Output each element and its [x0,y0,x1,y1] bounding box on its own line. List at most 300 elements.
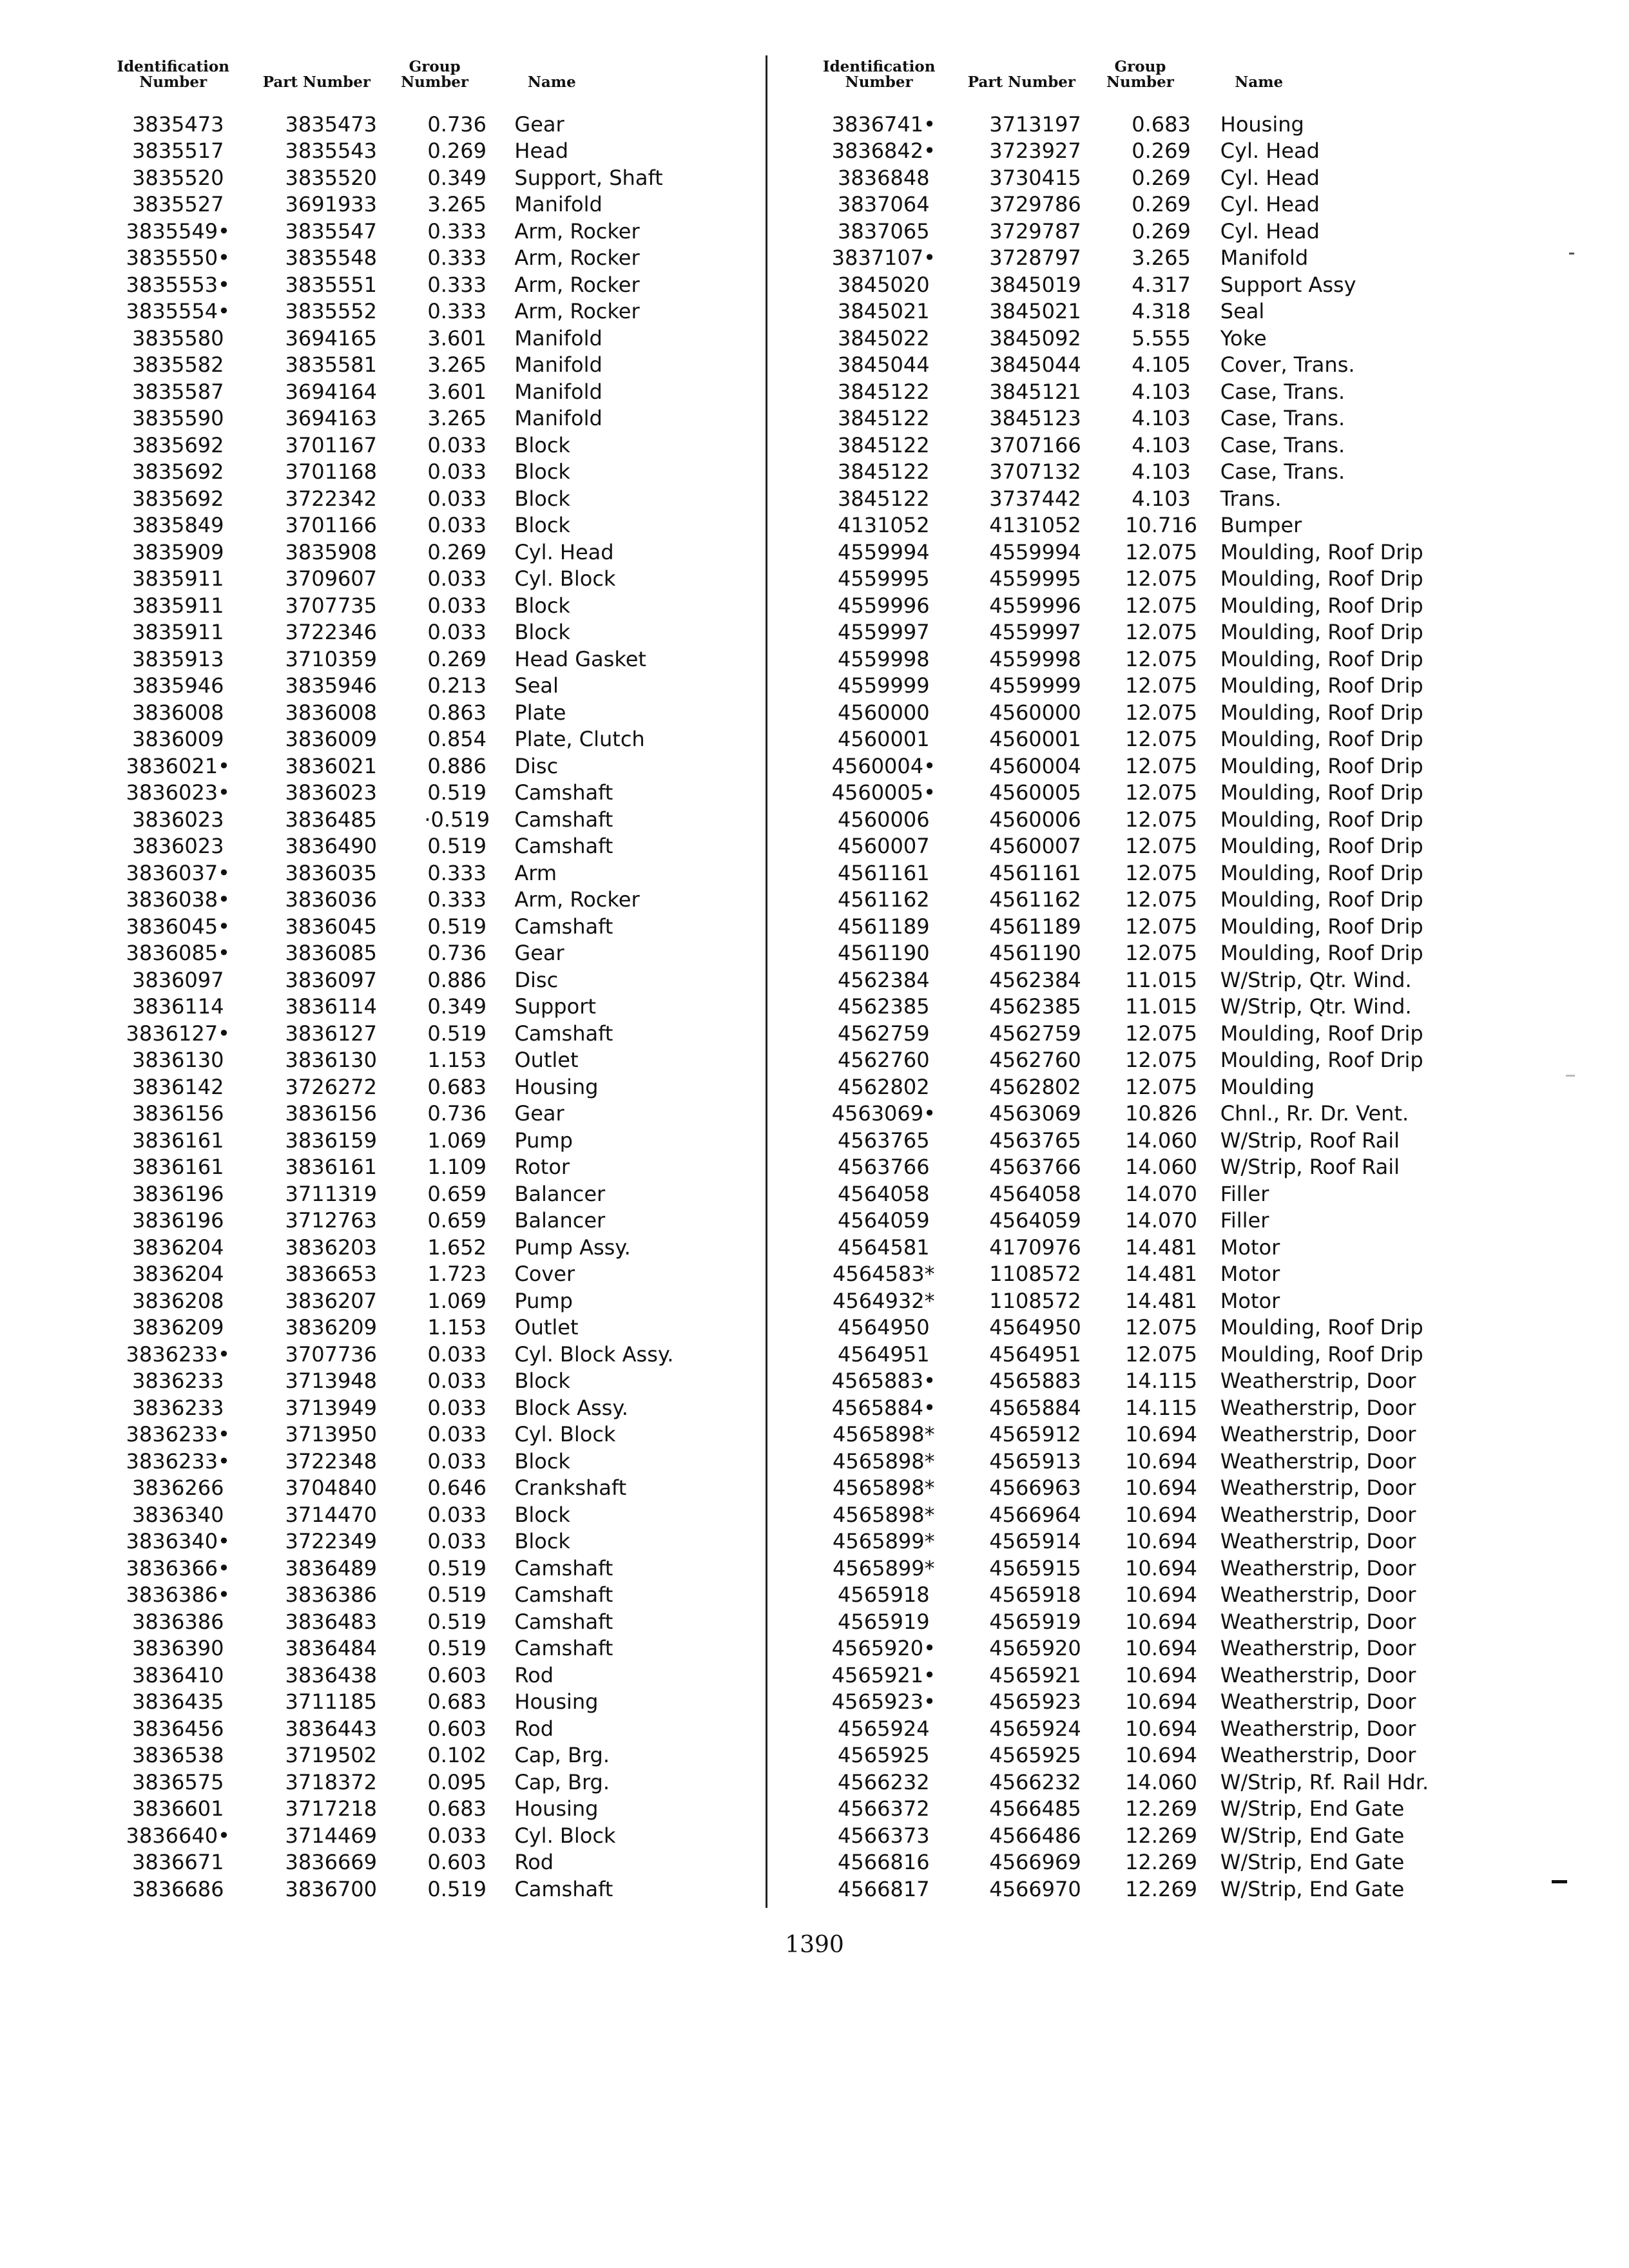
table-row [805,1796,1466,1823]
part-name: Camshaft [514,914,613,939]
right-column [805,46,1466,1903]
part-number: 4565918 [989,1582,1081,1608]
part-number: 4565919 [989,1609,1081,1634]
identification-number: 4562760 [838,1048,930,1073]
table-row [100,1796,725,1823]
group-number: 0.213 [427,673,487,698]
part-number: 3845092 [989,325,1081,351]
identification-number: 4559999 [838,673,930,698]
group-number: 14.115 [1125,1369,1198,1394]
part-name: Moulding, Roof Drip [1220,834,1423,859]
group-number: 4.103 [1132,486,1191,511]
table-row [100,1475,725,1502]
table-row [805,352,1466,379]
part-number: 4564058 [989,1181,1081,1206]
part-name: Manifold [514,352,602,378]
part-name: Camshaft [514,1582,613,1608]
part-name: Moulding, Roof Drip [1220,860,1423,885]
group-number: 1.153 [427,1315,487,1340]
group-number: 12.075 [1125,780,1198,805]
group-number: 14.060 [1125,1155,1198,1180]
table-row [805,111,1466,138]
table-row [100,1635,725,1662]
identification-number: 4565898* [833,1475,935,1501]
part-number: 3717218 [285,1796,378,1821]
part-name: Block [514,459,570,485]
part-name: Weatherstrip, Door [1220,1662,1416,1687]
part-name: Weatherstrip, Door [1220,1448,1416,1474]
part-name: Filler [1220,1208,1269,1233]
identification-number: 4561161 [838,860,930,885]
identification-number: 3836435 [131,1689,224,1715]
group-number: 0.603 [427,1850,487,1875]
left-parts-list [100,111,725,1903]
table-row [805,1742,1466,1769]
group-number: 14.060 [1125,1769,1198,1794]
part-number: 3836207 [285,1288,378,1313]
table-row [805,485,1466,512]
group-number: 0.095 [427,1769,487,1794]
group-number: 10.694 [1125,1609,1198,1634]
identification-number: 3836538 [131,1743,224,1768]
part-name: Cover, Trans. [1220,352,1355,378]
table-row [100,699,725,726]
part-number: 3723927 [989,139,1081,164]
table-row [805,405,1466,432]
right-column-header [805,46,1466,90]
table-row [100,1073,725,1100]
group-number: 0.269 [1132,218,1191,244]
group-number: 0.519 [427,1555,487,1581]
identification-number: 3836390 [131,1636,224,1661]
identification-number: 3836208 [131,1288,224,1313]
table-row [100,1769,725,1796]
table-row [100,352,725,379]
part-name: Cyl. Head [1220,192,1320,217]
group-number: 12.075 [1125,566,1198,591]
group-number: 12.075 [1125,860,1198,885]
part-number: 3718372 [285,1769,378,1794]
part-number: 3836485 [285,807,378,832]
table-row [100,218,725,245]
part-number: 4565924 [989,1716,1081,1741]
identification-number-header: Identification Number [117,58,229,91]
identification-number: 3835692 [131,459,224,485]
group-number: 12.075 [1125,1341,1198,1367]
part-name: Outlet [514,1048,579,1073]
group-number: 4.103 [1132,432,1191,457]
identification-number: 4564058 [838,1181,930,1206]
identification-number: 4565924 [838,1716,930,1741]
part-number: 3835551 [285,272,378,297]
group-number: 0.646 [427,1475,487,1501]
part-number: 4565925 [989,1743,1081,1768]
table-row [805,780,1466,807]
part-number: 3845021 [989,299,1081,324]
right-parts-list [805,111,1466,1903]
part-name: Arm, Rocker [514,218,640,244]
group-number: 12.269 [1125,1823,1198,1848]
group-number: 3.265 [427,192,487,217]
identification-number: 3845021 [838,299,930,324]
part-name: Moulding, Roof Drip [1220,1341,1423,1367]
identification-number: 3836008 [131,700,224,725]
part-number: 4562759 [989,1021,1081,1046]
group-number: 0.333 [427,299,487,324]
part-name: Case, Trans. [1220,459,1345,485]
part-name: Housing [514,1796,599,1821]
table-row [805,1689,1466,1716]
group-number: 12.269 [1125,1850,1198,1875]
group-number: 10.694 [1125,1662,1198,1687]
identification-number: 3835909 [131,539,224,564]
part-name: Block [514,593,570,618]
identification-number: 3845020 [838,272,930,297]
identification-number: 4565918 [838,1582,930,1608]
group-number: 1.069 [427,1128,487,1153]
group-number: 0.033 [427,486,487,511]
part-number: 4565921 [989,1662,1081,1687]
part-number: 3836700 [285,1876,378,1901]
part-name: Block [514,1502,570,1527]
group-number: 10.716 [1125,513,1198,538]
left-column [100,46,725,1903]
part-number: 3722342 [285,486,378,511]
part-name: Case, Trans. [1220,379,1345,404]
identification-number: 3836686 [131,1876,224,1901]
group-number: 0.519 [427,780,487,805]
table-row [805,138,1466,165]
table-row [100,1047,725,1074]
part-name: Support Assy [1220,272,1356,297]
part-number: 3710359 [285,646,378,671]
identification-number: 3835520 [131,165,224,190]
identification-number: 4565925 [838,1743,930,1768]
part-number: 3701166 [285,513,378,538]
part-number: 3836114 [285,994,378,1019]
part-name: Camshaft [514,1636,613,1661]
part-number: 3714469 [285,1823,378,1848]
part-name: Moulding, Roof Drip [1220,941,1423,966]
table-row [100,1421,725,1448]
part-name: Head [514,139,569,164]
part-name: Block [514,1369,570,1394]
identification-number: 4565899* [833,1555,935,1581]
group-number: 11.015 [1125,967,1198,992]
group-number: 0.519 [427,914,487,939]
part-name: Moulding, Roof Drip [1220,566,1423,591]
table-row [805,566,1466,593]
identification-number: 4559996 [838,593,930,618]
part-number: 3836021 [285,753,378,778]
table-row [100,271,725,298]
part-name: Yoke [1220,325,1267,351]
group-number: 0.519 [427,1636,487,1661]
table-row [805,1822,1466,1849]
group-number: 4.105 [1132,352,1191,378]
table-row [100,111,725,138]
part-name: Camshaft [514,1555,613,1581]
group-number: 0.269 [427,539,487,564]
identification-number: 4564932* [833,1288,935,1313]
part-name: Plate [514,700,566,725]
part-name: Cap, Brg. [514,1743,610,1768]
part-name: Cyl. Head [514,539,614,564]
identification-number: 3835587 [131,379,224,404]
table-row [100,325,725,352]
part-number: 4562760 [989,1048,1081,1073]
group-number: 10.694 [1125,1529,1198,1554]
identification-number: 3835849 [131,513,224,538]
identification-number: 3836130 [131,1048,224,1073]
group-number: 10.694 [1125,1422,1198,1447]
table-row [805,298,1466,325]
identification-number: 3845044 [838,352,930,378]
part-name: Weatherstrip, Door [1220,1502,1416,1527]
identification-number: 4565920• [831,1636,936,1661]
part-number: 4562802 [989,1074,1081,1099]
identification-number: 3835911 [131,566,224,591]
part-number: 4564950 [989,1315,1081,1340]
group-number: 0.033 [427,1502,487,1527]
margin-mark [1569,253,1574,255]
part-name: Cyl. Head [1220,218,1320,244]
group-number-header: Group Number [401,58,469,91]
group-number: 0.333 [427,245,487,271]
table-row [805,1715,1466,1742]
group-number: 0.269 [427,139,487,164]
part-number: 4566969 [989,1850,1081,1875]
table-row [100,780,725,807]
table-row [100,753,725,780]
group-number: 3.265 [1132,245,1191,271]
identification-number: 4563069• [831,1101,936,1126]
part-number: 3835548 [285,245,378,271]
table-row [805,1314,1466,1341]
table-row [100,1154,725,1181]
table-row [805,1127,1466,1154]
part-name: Cyl. Head [1220,139,1320,164]
identification-number: 3836114 [131,994,224,1019]
part-name: Moulding, Roof Drip [1220,807,1423,832]
group-number-header: Group Number [1106,58,1174,91]
part-number: 4561161 [989,860,1081,885]
part-name: W/Strip, Roof Rail [1220,1155,1400,1180]
table-row [805,218,1466,245]
part-name: Moulding, Roof Drip [1220,539,1423,564]
group-number: 0.519 [427,834,487,859]
part-name: Head Gasket [514,646,646,671]
part-name: Balancer [514,1208,606,1233]
identification-number: 3836233• [126,1448,230,1474]
identification-number: 3836456 [131,1716,224,1741]
part-number: 4563069 [989,1101,1081,1126]
part-name: Cap, Brg. [514,1769,610,1794]
table-row [805,1180,1466,1207]
identification-number: 3845122 [838,459,930,485]
part-name: Trans. [1220,486,1282,511]
table-row [100,1608,725,1635]
group-number: 0.736 [427,1101,487,1126]
group-number: 0.033 [427,566,487,591]
part-number: 3704840 [285,1475,378,1501]
identification-number: 3835911 [131,620,224,645]
table-row [805,1501,1466,1528]
group-number: 12.075 [1125,539,1198,564]
part-number: 3722348 [285,1448,378,1474]
identification-number: 4565919 [838,1609,930,1634]
identification-number: 3835580 [131,325,224,351]
group-number: 0.854 [427,727,487,752]
part-name: Moulding, Roof Drip [1220,1048,1423,1073]
identification-number: 4560001 [838,727,930,752]
group-number: 12.075 [1125,807,1198,832]
part-name: Manifold [514,325,602,351]
group-number: 14.481 [1125,1235,1198,1260]
part-name: Cyl. Block [514,1422,616,1447]
group-number: 0.886 [427,967,487,992]
identification-number: 4566373 [838,1823,930,1848]
part-number: 3835520 [285,165,378,190]
part-number: 3709607 [285,566,378,591]
identification-number: 3836156 [131,1101,224,1126]
part-number: 3726272 [285,1074,378,1099]
group-number: 12.075 [1125,914,1198,939]
table-row [805,1287,1466,1314]
identification-number: 3836386• [126,1582,230,1608]
table-row [100,1234,725,1261]
identification-number: 4559995 [838,566,930,591]
part-number: 4560007 [989,834,1081,859]
identification-number: 3835913 [131,646,224,671]
table-row [805,1876,1466,1903]
table-row [100,1127,725,1154]
part-number: 3836130 [285,1048,378,1073]
group-number: 0.033 [427,1422,487,1447]
group-number: 12.075 [1125,1021,1198,1046]
identification-number: 4566816 [838,1850,930,1875]
part-name: Block [514,1529,570,1554]
table-row [100,726,725,753]
group-number: 0.033 [427,459,487,485]
table-row [805,1849,1466,1876]
part-number: 3707166 [989,432,1081,457]
group-number: 0.659 [427,1208,487,1233]
table-row [100,432,725,459]
table-row [805,191,1466,218]
table-row [100,1582,725,1609]
table-row [100,966,725,994]
identification-number: 3837107• [831,245,936,271]
identification-number: 3836340 [131,1502,224,1527]
part-name: Weatherstrip, Door [1220,1529,1416,1554]
part-name: Moulding, Roof Drip [1220,700,1423,725]
identification-number: 3835549• [126,218,230,244]
table-row [805,1662,1466,1689]
table-row [805,1154,1466,1181]
identification-number: 3836097 [131,967,224,992]
part-number: 3836203 [285,1235,378,1260]
table-row [100,1501,725,1528]
part-name: Cover [514,1262,575,1287]
identification-number: 4564059 [838,1208,930,1233]
part-name: W/Strip, Qtr. Wind. [1220,994,1412,1019]
identification-number: 3836142 [131,1074,224,1099]
part-name: Housing [514,1689,599,1715]
group-number: 11.015 [1125,994,1198,1019]
identification-number: 3836037• [126,860,230,885]
table-row [100,860,725,887]
part-name: Moulding, Roof Drip [1220,1021,1423,1046]
part-name: Manifold [1220,245,1309,271]
part-number: 3730415 [989,165,1081,190]
identification-number: 3836601 [131,1796,224,1821]
table-row [100,1180,725,1207]
group-number: 3.265 [427,406,487,431]
group-number: 1.109 [427,1155,487,1180]
part-number: 4560006 [989,807,1081,832]
part-number-header: Part Number [262,73,371,91]
group-number: 0.886 [427,753,487,778]
group-number: 0.863 [427,700,487,725]
table-row [805,1608,1466,1635]
part-name: Cyl. Block [514,566,616,591]
table-row [100,1822,725,1849]
part-name: W/Strip, Rf. Rail Hdr. [1220,1769,1429,1794]
group-number: 0.033 [427,1341,487,1367]
table-row [805,1528,1466,1555]
part-number: 3845123 [989,406,1081,431]
part-number: 3707736 [285,1341,378,1367]
table-row [805,164,1466,191]
identification-number: 3836196 [131,1208,224,1233]
identification-number: 3836842• [831,139,936,164]
part-number: 3728797 [989,245,1081,271]
table-row [805,1207,1466,1235]
group-number: 0.269 [1132,139,1191,164]
part-number: 3836484 [285,1636,378,1661]
part-name: Weatherstrip, Door [1220,1395,1416,1420]
identification-number: 4562384 [838,967,930,992]
group-number: 1.069 [427,1288,487,1313]
identification-number: 4566232 [838,1769,930,1794]
part-number: 3836036 [285,887,378,912]
part-name: Moulding [1220,1074,1315,1099]
part-name: Support [514,994,596,1019]
group-number: 14.115 [1125,1395,1198,1420]
group-number: 14.481 [1125,1262,1198,1287]
identification-number: 4559994 [838,539,930,564]
part-name: Crankshaft [514,1475,627,1501]
table-row [805,673,1466,700]
identification-number: 3835946 [131,673,224,698]
identification-number: 3835692 [131,486,224,511]
table-row [100,994,725,1021]
group-number: 0.519 [427,1582,487,1608]
column-divider [766,55,767,1908]
identification-number: 3836741• [831,111,936,137]
group-number: 10.694 [1125,1555,1198,1581]
group-number: 10.694 [1125,1582,1198,1608]
table-row [100,913,725,940]
group-number: 0.033 [427,1823,487,1848]
group-number: 12.075 [1125,646,1198,671]
identification-number: 3835590 [131,406,224,431]
part-name: Block Assy. [514,1395,628,1420]
part-name: Arm [514,860,557,885]
part-number: 3836009 [285,727,378,752]
part-name: Weatherstrip, Door [1220,1555,1416,1581]
